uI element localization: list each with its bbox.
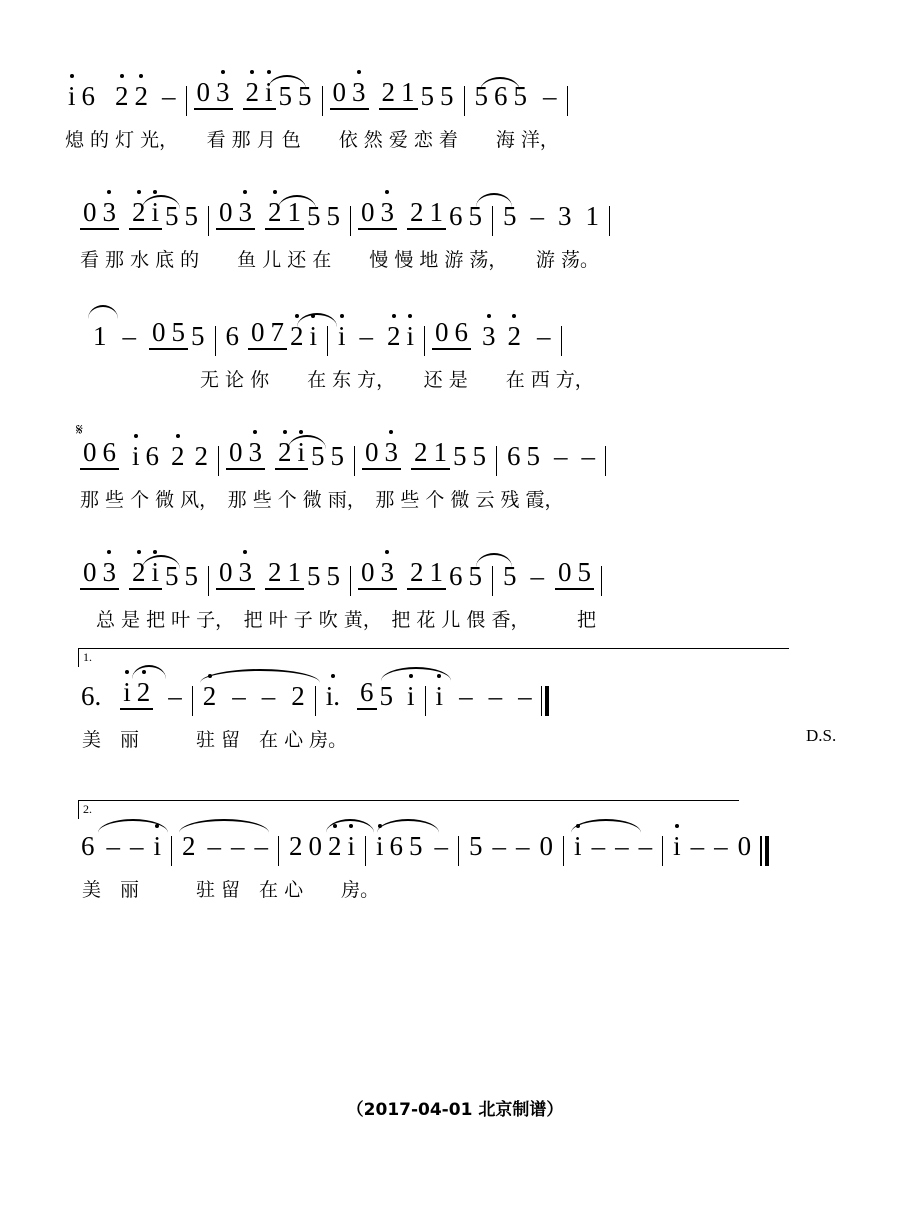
note: 1 <box>585 201 600 231</box>
measure <box>78 833 164 868</box>
measure <box>80 199 201 238</box>
note: 5 <box>298 81 312 111</box>
volta-number: 2. <box>83 802 92 816</box>
measure <box>80 559 201 598</box>
note: 6. <box>81 681 102 711</box>
notation-line-4 <box>80 420 860 478</box>
music-system-3 <box>90 300 870 398</box>
note: 0 <box>558 557 572 587</box>
barline <box>561 326 562 356</box>
note: 5 <box>453 441 467 471</box>
note: 0 <box>308 831 323 861</box>
lyric-line-2 <box>80 238 860 278</box>
barline <box>354 446 355 476</box>
note: 1 <box>401 77 415 107</box>
note: 3 <box>378 559 398 586</box>
note: – <box>615 831 629 861</box>
note: 0 <box>365 437 379 467</box>
note: 3 <box>246 439 266 466</box>
note: i <box>151 833 165 860</box>
note: 6 <box>494 81 508 111</box>
note: 5 <box>468 201 483 231</box>
note: i <box>149 559 163 586</box>
note: 2 <box>265 199 285 226</box>
music-system-2 <box>80 180 860 278</box>
notation-line-1 <box>65 60 845 118</box>
segno-icon: 𝄋 <box>76 420 83 439</box>
barline <box>186 86 187 116</box>
measure <box>571 833 655 868</box>
lyric-text: 无 论 你 在 东 方， 还 是 在 西 方， <box>200 368 594 391</box>
measure <box>78 679 185 718</box>
note: – <box>359 321 374 351</box>
note: – <box>530 201 545 231</box>
music-system-7 <box>78 802 858 908</box>
barline <box>496 446 497 476</box>
note: 5 <box>420 81 435 111</box>
note: 3 <box>100 559 120 586</box>
beamed-group <box>358 559 397 590</box>
note: 5 <box>440 81 454 111</box>
lyric-text: 总 是 把 叶 子， 把 叶 子 吹 黄， 把 花 儿 偎 香， 把 <box>96 608 596 631</box>
note: 2 <box>243 79 263 106</box>
measure <box>200 683 308 718</box>
lyric-line-5 <box>80 598 860 638</box>
barline <box>492 566 493 596</box>
volta-number: 1. <box>83 650 92 664</box>
note: 2 <box>381 77 396 107</box>
note: i <box>335 323 349 350</box>
measure <box>90 319 208 358</box>
note: – <box>130 831 144 861</box>
measure <box>226 439 347 478</box>
note: 5 <box>503 561 517 591</box>
measure <box>432 319 554 358</box>
note: 1 <box>433 437 448 467</box>
note: 2 <box>275 439 295 466</box>
music-system-5 <box>80 540 860 638</box>
lyric-line-1 <box>65 118 845 158</box>
note: – <box>714 831 728 861</box>
note: 2 <box>414 437 428 467</box>
note: 0 <box>196 77 211 107</box>
beamed-group <box>216 559 255 590</box>
note: – <box>591 831 606 861</box>
slur <box>88 305 118 319</box>
lyric-line-6 <box>78 718 858 758</box>
note: 2 <box>112 83 132 110</box>
beamed-group <box>330 79 369 110</box>
beamed-group <box>275 439 308 470</box>
note: – <box>530 561 545 591</box>
note: – <box>106 831 120 861</box>
note: 0 <box>361 557 375 587</box>
beamed-group <box>379 79 418 110</box>
note: 5 <box>191 321 205 351</box>
beamed-group <box>358 199 397 230</box>
note: 5 <box>330 441 345 471</box>
barline <box>425 686 426 716</box>
note: 2 <box>289 831 303 861</box>
barline <box>315 686 316 716</box>
beamed-group <box>80 199 119 230</box>
note: – <box>122 321 136 351</box>
note: i <box>120 679 134 706</box>
note: 3 <box>558 201 572 231</box>
notation-line-3 <box>90 300 870 358</box>
measure <box>179 833 271 868</box>
lyric-text: 看 那 水 底 的 鱼 儿 还 在 慢 慢 地 游 荡， 游 荡。 <box>80 248 599 271</box>
note: 2 <box>410 557 424 587</box>
note: – <box>232 681 246 711</box>
music-system-6 <box>78 650 858 758</box>
note: i <box>404 323 418 350</box>
measure <box>80 439 211 478</box>
beamed-group <box>407 559 446 590</box>
note: 0 <box>83 437 97 467</box>
note: 2 <box>129 199 149 226</box>
barline <box>567 86 568 116</box>
lyric-line-4 <box>80 478 860 518</box>
note: 5 <box>326 201 341 231</box>
barline <box>365 836 366 866</box>
ds-marking: D.S. <box>806 726 837 745</box>
note: 2 <box>132 83 152 110</box>
note: – <box>168 681 182 711</box>
note: 0 <box>219 557 233 587</box>
note: 5 <box>577 557 592 587</box>
music-system-1 <box>65 60 845 158</box>
note: 0 <box>251 317 265 347</box>
note: 2 <box>129 559 149 586</box>
note: – <box>516 831 530 861</box>
measure <box>472 83 560 118</box>
barline <box>492 206 493 236</box>
measure <box>362 439 489 478</box>
note: – <box>459 681 473 711</box>
note: 1 <box>429 197 444 227</box>
measure <box>223 319 321 358</box>
note: – <box>254 831 269 861</box>
note: – <box>690 831 705 861</box>
lyric-line-3 <box>90 358 870 398</box>
note: i <box>65 83 79 110</box>
measure <box>335 323 417 358</box>
slur <box>377 819 439 833</box>
note: 5 <box>469 831 483 861</box>
note: 0 <box>83 557 97 587</box>
note: 5 <box>307 561 321 591</box>
note: 6 <box>81 831 95 861</box>
notation-line-7 <box>78 810 858 868</box>
measure <box>194 79 315 118</box>
note: 2 <box>291 681 305 711</box>
note: 2 <box>325 833 345 860</box>
note: 6 <box>454 317 469 347</box>
barline <box>350 566 351 596</box>
beamed-group <box>555 559 594 590</box>
beamed-group <box>265 199 304 230</box>
note: 2 <box>194 441 209 471</box>
note: – <box>434 831 449 861</box>
barline <box>208 566 209 596</box>
final-barline <box>760 836 769 868</box>
note: 1 <box>429 557 444 587</box>
note: 2 <box>384 323 404 350</box>
final-barline <box>541 686 550 718</box>
note: 5 <box>171 317 185 347</box>
measure <box>358 199 485 238</box>
barline <box>458 836 459 866</box>
barline <box>601 566 602 596</box>
note: 5 <box>307 201 321 231</box>
note: 5 <box>165 201 179 231</box>
measure <box>504 443 598 478</box>
note: i <box>670 833 684 860</box>
note: 5 <box>513 81 528 111</box>
note: 5 <box>379 681 394 711</box>
measure <box>500 203 602 238</box>
note: 3 <box>100 199 120 226</box>
note: 0 <box>361 197 375 227</box>
beamed-group <box>248 319 287 350</box>
lyric-text: 美 丽 驻 留 在 心 房。 <box>82 878 380 901</box>
note: – <box>488 681 503 711</box>
note: i <box>571 833 585 860</box>
note: 1 <box>287 197 302 227</box>
note: i. <box>323 683 343 710</box>
beamed-group <box>129 199 162 230</box>
note: 5 <box>311 441 325 471</box>
note: i <box>433 683 447 710</box>
note: 0 <box>219 197 233 227</box>
measure <box>500 559 594 598</box>
beamed-group <box>149 319 188 350</box>
note: 2 <box>287 323 307 350</box>
barline <box>609 206 610 236</box>
note: 7 <box>270 317 284 347</box>
notation-line-2 <box>80 180 860 238</box>
notation-line-5 <box>80 540 860 598</box>
note: 0 <box>737 831 752 861</box>
footer-credit: （2017-04-01 北京制谱） <box>346 1100 564 1120</box>
measure <box>330 79 457 118</box>
note: 0 <box>83 197 97 227</box>
note: i <box>129 443 143 470</box>
note: – <box>261 681 276 711</box>
note: 6 <box>102 437 116 467</box>
note: – <box>537 321 551 351</box>
note: 0 <box>229 437 243 467</box>
lyric-text: 熄 的 灯 光， 看 那 月 色 依 然 爱 恋 着 海 洋， <box>65 128 559 151</box>
barline <box>464 86 465 116</box>
note: – <box>518 681 532 711</box>
notation-line-6 <box>78 660 858 718</box>
note: 6 <box>389 831 404 861</box>
beamed-group <box>129 559 162 590</box>
note: 5 <box>472 441 487 471</box>
barline <box>563 836 564 866</box>
music-system-4 <box>76 420 860 518</box>
lyric-text: 美 丽 驻 留 在 心 房。 <box>82 728 348 751</box>
beamed-group <box>80 559 119 590</box>
note: 6 <box>449 561 463 591</box>
note: i <box>404 683 418 710</box>
note: – <box>543 81 557 111</box>
note: 6 <box>145 441 160 471</box>
note: i <box>262 79 276 106</box>
note: 2 <box>505 323 525 350</box>
note: 5 <box>474 81 489 111</box>
note: i <box>149 199 163 226</box>
barline <box>662 836 663 866</box>
note: 5 <box>184 201 199 231</box>
barline <box>327 326 328 356</box>
barline <box>171 836 172 866</box>
barline <box>350 206 351 236</box>
note: – <box>492 831 507 861</box>
note: 2 <box>182 831 196 861</box>
note: 0 <box>152 317 166 347</box>
beamed-group <box>226 439 265 470</box>
note: 3 <box>213 79 233 106</box>
note: 6 <box>81 81 96 111</box>
barline <box>278 836 279 866</box>
note: 5 <box>409 831 423 861</box>
note: 6 <box>225 321 239 351</box>
note: 6 <box>449 201 463 231</box>
beamed-group <box>265 559 304 590</box>
beamed-group <box>411 439 450 470</box>
note: – <box>207 831 222 861</box>
note: – <box>638 831 653 861</box>
note: 3 <box>236 559 256 586</box>
note: – <box>231 831 245 861</box>
note: 6 <box>360 677 374 707</box>
note: 5 <box>526 441 541 471</box>
measure <box>216 559 343 598</box>
note: 3 <box>349 79 369 106</box>
note: i <box>373 833 387 860</box>
note: i <box>345 833 359 860</box>
beamed-group <box>120 679 153 710</box>
note: 3 <box>236 199 256 226</box>
note: – <box>581 441 596 471</box>
note: 5 <box>278 81 293 111</box>
measure <box>670 833 754 868</box>
beamed-group <box>432 319 471 350</box>
note: 5 <box>184 561 199 591</box>
note: 2 <box>200 683 220 710</box>
barline <box>424 326 425 356</box>
barline <box>322 86 323 116</box>
barline <box>605 446 606 476</box>
measure <box>65 83 179 118</box>
note: 0 <box>435 317 449 347</box>
beamed-group <box>80 439 119 470</box>
measure <box>323 679 418 718</box>
note: 3 <box>382 439 402 466</box>
barline <box>215 326 216 356</box>
measure <box>216 199 343 238</box>
note: 5 <box>165 561 179 591</box>
note: 2 <box>168 443 188 470</box>
note: 0 <box>332 77 347 107</box>
measure <box>373 833 451 868</box>
note: 5 <box>326 561 341 591</box>
measure <box>286 833 358 868</box>
note: 2 <box>134 679 154 706</box>
note: 5 <box>468 561 483 591</box>
beamed-group <box>216 199 255 230</box>
beamed-group <box>194 79 233 110</box>
note: 3 <box>479 323 499 350</box>
measure <box>466 833 556 868</box>
note: 2 <box>268 557 282 587</box>
note: 3 <box>378 199 398 226</box>
note: – <box>554 441 568 471</box>
barline <box>192 686 193 716</box>
measure <box>358 559 485 598</box>
note: 6 <box>507 441 521 471</box>
barline <box>218 446 219 476</box>
lyric-text: 那 些 个 微 风， 那 些 个 微 雨， 那 些 个 微 云 残 霞， <box>80 488 564 511</box>
note: 5 <box>503 201 517 231</box>
note: 0 <box>539 831 554 861</box>
barline <box>208 206 209 236</box>
beamed-group <box>407 199 446 230</box>
note: 2 <box>410 197 424 227</box>
note: i <box>295 439 309 466</box>
beamed-group <box>243 79 276 110</box>
note: – <box>162 81 176 111</box>
beamed-group <box>362 439 401 470</box>
note: i <box>307 323 321 350</box>
note: 1 <box>93 321 107 351</box>
measure <box>433 683 535 718</box>
note: 1 <box>287 557 302 587</box>
beamed-group <box>357 679 377 710</box>
lyric-line-7 <box>78 868 858 908</box>
